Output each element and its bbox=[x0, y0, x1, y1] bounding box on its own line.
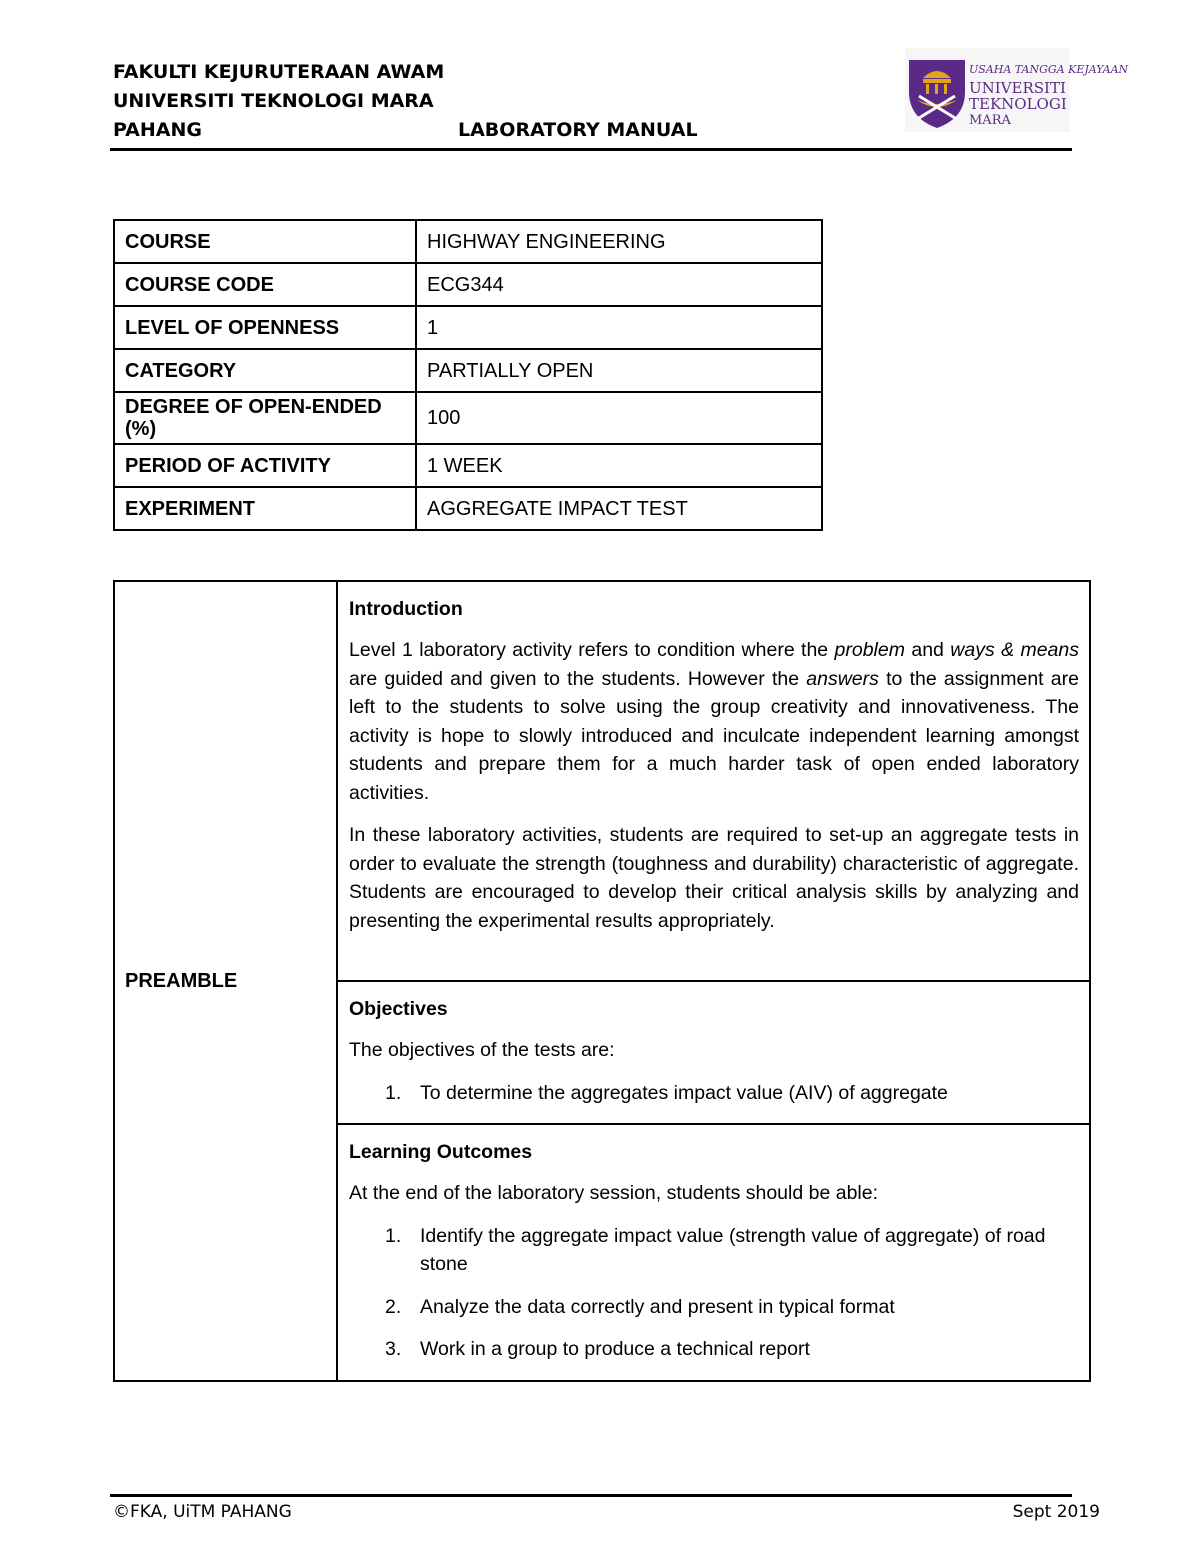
table-row bbox=[114, 487, 822, 530]
open-ended-label: DEGREE OF OPEN-ENDED (%) bbox=[114, 392, 416, 444]
list-text: Work in a group to produce a technical report bbox=[420, 1338, 810, 1360]
uitm-logo bbox=[905, 48, 1129, 132]
experiment-value: AGGREGATE IMPACT TEST bbox=[416, 487, 822, 530]
introduction-title: Introduction bbox=[349, 598, 463, 620]
intro-text-c: and bbox=[904, 639, 951, 661]
course-code-value: ECG344 bbox=[416, 263, 822, 306]
list-item bbox=[349, 1335, 1079, 1364]
open-ended-value: 100 bbox=[416, 392, 822, 444]
objectives-list bbox=[349, 1079, 1079, 1108]
table-row bbox=[114, 220, 822, 263]
course-value: HIGHWAY ENGINEERING bbox=[416, 220, 822, 263]
table-row bbox=[114, 306, 822, 349]
logo-motto: USAHA TANGGA KEJAYAAN bbox=[969, 63, 1129, 76]
openness-label: LEVEL OF OPENNESS bbox=[114, 306, 416, 349]
intro-text-problem: problem bbox=[834, 639, 905, 661]
list-number: 2. bbox=[385, 1295, 402, 1318]
experiment-label: EXPERIMENT bbox=[114, 487, 416, 530]
introduction-section bbox=[337, 581, 1090, 981]
list-text: Identify the aggregate impact value (strength value of aggregate) of road stone bbox=[420, 1224, 1046, 1275]
preamble-label: PREAMBLE bbox=[114, 581, 337, 1381]
list-text: To determine the aggregates impact value (AIV) of aggregate bbox=[420, 1081, 948, 1104]
course-label: COURSE bbox=[114, 220, 416, 263]
header-divider bbox=[110, 148, 1072, 151]
intro-text-ways-means: ways & means bbox=[950, 639, 1079, 661]
objectives-section bbox=[337, 981, 1090, 1124]
introduction-paragraph-2: In these laboratory activities, students are required to set-up an aggregate tests in order to evaluate the strength (toughness and durability) characteristic of aggregate. Students are encouraged to develop their critical analysis skills by analyzing and presenting the experimental results appropriately. bbox=[349, 824, 1079, 932]
objectives-lead: The objectives of the tests are: bbox=[349, 1039, 615, 1061]
preamble-table bbox=[113, 580, 1091, 1382]
objectives-title: Objectives bbox=[349, 998, 448, 1020]
openness-value: 1 bbox=[416, 306, 822, 349]
table-row bbox=[114, 444, 822, 487]
intro-text-g: to the assignment are left to the students to solve using the group creativity and innovativeness. The activity is hope to slowly introduced and inculcate independent learning amongst students and prepare them for a much harder task of open ended laboratory activities. bbox=[349, 667, 1079, 804]
footer-date: Sept 2019 bbox=[1012, 1502, 1100, 1522]
table-row bbox=[114, 581, 1090, 981]
list-item bbox=[349, 1293, 1079, 1322]
footer-copyright: ©FKA, UiTM PAHANG bbox=[113, 1502, 292, 1522]
logo-name-2: TEKNOLOGI bbox=[969, 95, 1067, 113]
category-label: CATEGORY bbox=[114, 349, 416, 392]
footer-divider bbox=[110, 1494, 1072, 1497]
introduction-paragraph-1 bbox=[349, 636, 1079, 807]
table-row bbox=[114, 349, 822, 392]
document-type: LABORATORY MANUAL bbox=[458, 119, 698, 141]
list-item bbox=[349, 1222, 1079, 1279]
list-number: 3. bbox=[385, 1338, 402, 1360]
university-name: UNIVERSITI TEKNOLOGI MARA bbox=[113, 90, 434, 112]
list-text: Analyze the data correctly and present in typical format bbox=[420, 1295, 895, 1318]
table-row bbox=[114, 392, 822, 444]
table-row bbox=[114, 263, 822, 306]
outcomes-lead: At the end of the laboratory session, students should be able: bbox=[349, 1182, 879, 1204]
faculty-name: FAKULTI KEJURUTERAAN AWAM bbox=[113, 61, 445, 83]
outcomes-list bbox=[349, 1222, 1079, 1364]
period-value: 1 WEEK bbox=[416, 444, 822, 487]
list-number: 1. bbox=[385, 1081, 402, 1104]
outcomes-section bbox=[337, 1124, 1090, 1381]
intro-text-e: are guided and given to the students. However the bbox=[349, 667, 807, 690]
outcomes-title: Learning Outcomes bbox=[349, 1141, 533, 1163]
intro-text-a: Level 1 laboratory activity refers to condition where the bbox=[349, 639, 835, 661]
course-code-label: COURSE CODE bbox=[114, 263, 416, 306]
period-label: PERIOD OF ACTIVITY bbox=[114, 444, 416, 487]
campus-name: PAHANG bbox=[113, 119, 202, 141]
list-item bbox=[349, 1079, 1079, 1108]
course-info-table bbox=[113, 219, 823, 531]
list-number: 1. bbox=[385, 1224, 402, 1247]
category-value: PARTIALLY OPEN bbox=[416, 349, 822, 392]
intro-text-answers: answers bbox=[806, 667, 879, 690]
logo-name-1: UNIVERSITI bbox=[969, 79, 1066, 97]
logo-name-3: MARA bbox=[969, 113, 1011, 128]
